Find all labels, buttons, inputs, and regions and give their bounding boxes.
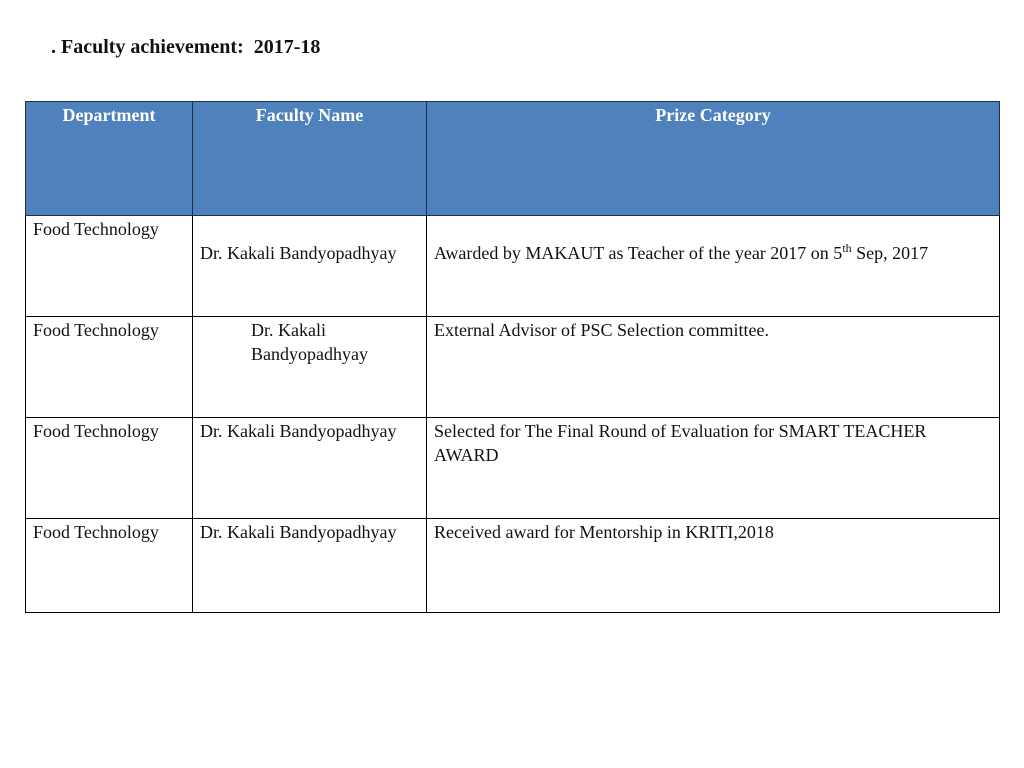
faculty-text-line-1: Dr. Kakali: [251, 320, 326, 340]
department-text: Food Technology: [33, 522, 159, 542]
table-row: [26, 418, 1000, 519]
column-header-department: Department: [26, 102, 193, 216]
prize-cell: [427, 216, 1000, 317]
prize-text-superscript: th: [842, 241, 852, 255]
department-text: Food Technology: [33, 219, 159, 239]
table-row: [26, 216, 1000, 317]
prize-text: Selected for The Final Round of Evaluation for SMART TEACHER AWARD: [434, 421, 927, 465]
department-cell: [26, 317, 193, 418]
department-cell: [26, 418, 193, 519]
page-title: . Faculty achievement: 2017-18: [51, 36, 321, 58]
prize-text: Received award for Mentorship in KRITI,2018: [434, 522, 774, 542]
prize-cell: [427, 418, 1000, 519]
faculty-cell: [193, 317, 427, 418]
faculty-text: Dr. Kakali Bandyopadhyay: [200, 522, 397, 542]
faculty-cell: [193, 216, 427, 317]
faculty-cell: [193, 418, 427, 519]
faculty-cell: [193, 519, 427, 613]
faculty-text: Dr. Kakali Bandyopadhyay: [200, 421, 397, 441]
prize-cell: [427, 519, 1000, 613]
prize-cell: [427, 317, 1000, 418]
column-header-faculty-name: Faculty Name: [193, 102, 427, 216]
prize-text-main: Awarded by MAKAUT as Teacher of the year 2017 on 5: [434, 243, 843, 263]
table-row: [26, 519, 1000, 613]
column-header-prize-category: Prize Category: [427, 102, 1000, 216]
department-text: Food Technology: [33, 320, 159, 340]
achievements-table: [25, 101, 1000, 613]
faculty-text: [193, 317, 426, 367]
prize-text: External Advisor of PSC Selection committee.: [434, 320, 769, 340]
prize-text-date: Sep, 2017: [851, 243, 929, 263]
faculty-text: Dr. Kakali Bandyopadhyay: [200, 243, 397, 263]
department-cell: [26, 216, 193, 317]
department-text: Food Technology: [33, 421, 159, 441]
prize-text: [427, 216, 999, 266]
table-row: [26, 317, 1000, 418]
faculty-text-line-2: Bandyopadhyay: [251, 344, 368, 364]
department-cell: [26, 519, 193, 613]
table-header-row: [26, 102, 1000, 216]
